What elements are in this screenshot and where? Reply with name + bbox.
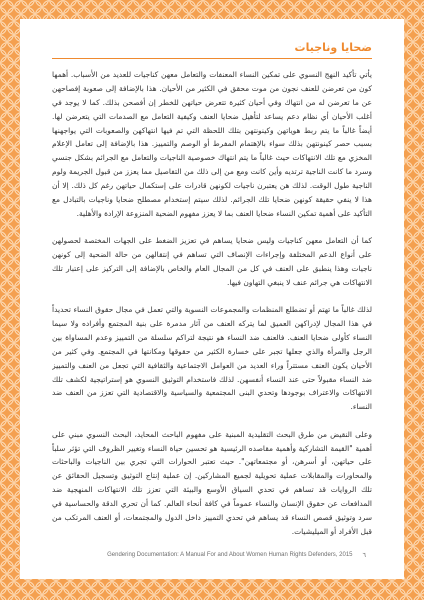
title-underline-rule — [52, 58, 372, 59]
section-heading — [52, 38, 372, 57]
body-paragraph-3: لذلك غالباً ما تهتم أو تضطلع المنظمات والمجموعات النسوية والتي تعمل في مجال حقوق النساء تحديداً في هذا المجال لإدراكهن العميق لما يتركه العنف من آثار مدمرة على بنية المجتمع وأفراده ولا سيما النساء كأولى ضحايا العنف. فالعنف ضد النساء هو نتيجة لتراكم سلسلة من التمييز وعدم المساواة بين الرجل والمرأة والذي جعلها تجبر على خسارة الكثير من حقوقها ومكانتها في المجتمع. وفي كثير من الأحيان يكون العنف مستتراً وراء العديد من العوامل الاجتماعية والثقافية التي تجعل من العنف والتمييز ضد النساء مقبولاً حتى عند النساء أنفسهن. لذلك فاستخدام التوثيق النسوي هو إستراتيجية لكشف تلك الانتهاكات والاعتراف بوجودها وتحدي البنى المجتمعية والسياسية والاقتصادية التي تعزز من العنف ضد النساء. — [52, 305, 372, 412]
body-paragraph-2: كما أن التعامل معهن كناجيات وليس ضحايا يساهم في تعزيز الضغط على الجهات المختصة لحصولهن على أنواع الدعم المختلفة وإجراءات الإنصاف التي تساهم في إنتقالهن من حالة الضحية إلى كونهن ناجيات وهذا ينطبق على العنف في كل من المجال العام والخاص بالإضافة إلى التركيز على إعتبار تلك الانتهاكات هي جرائم عنف لا ينبغي التهاون فيها. — [52, 236, 372, 287]
body-paragraph-4: وعلى النقيض من طرق البحث التقليدية المبنية على مفهوم الباحث المحايد، البحث النسوي مبني على أهمية "القيمة التشاركية وأهمية مقاصده الرئيسية هو تحسين حياة النساء وتغيير الظروف التي تؤثر سلباً على حياتهن، أو أسرهن، أو مجتمعاتهن". حيث تعتبر الحوارات التي تجري بين الناجيات والباحثات والمحاورات والمقابلات عملية تحويلية لجميع المشاركين. إن عملية إنتاج التوثيق وتسجيل الحقائق عن تلك الروايات قد تساهم في تحدي السياق الأوسع والبيئة التي تعزز تلك الانتهاكات المنهجية ضد المدافعات عن حقوق الإنسان والنساء عموماً في كافة أنحاء العالم. كما أن تحري الدقة والحساسية في سرد وتوثيق قصص النساء قد يساهم في تحدي التمييز داخل الدول والمجتمعات، أو العنف المرتكب من قبل الأفراد أو الميليشيات. — [52, 429, 372, 536]
footer-publication-title: Gendering Documentation: A Manual For and About Women Human Rights Defenders, 2015 — [107, 552, 353, 558]
body-text — [52, 68, 372, 542]
page-number: ٦ — [362, 551, 366, 559]
page-footer — [107, 551, 366, 559]
body-paragraph-1: يأتي تأكيد النهج النسوي على تمكين النساء المعنفات والتعامل معهن كناجيات للعديد من الأسباب. أهمها كون من تعرضن للعنف نجون من موت محقق في الكثير من الأحيان. هذا بالإضافة إلى صعوبة إفصاحهن عن ما تعرضن له من انتهاك وفي أحيان كثيرة تتعرض حياتهن للخطر إن أفصحن بذلك. كما لا يوجد في أغلب الأحيان أي نظام دعم يساعد لتأهيل ضحايا العنف وكيفية التعامل مع الصدمات التي يتعرضن لها. أيضاً غالباً ما يتم ربط هوياتهن وكينونتهن بتلك اللحظة التي تم فيها انتهاكهن والصعوبات التي يواجهنها بسبب حصر كينونتهن بذلك سواء بالإهتمام المفرط أو الوصم والتمييز. هذا بالإضافة إلى تعامل الإعلام المخزي مع تلك الانتهاكات حيث غالباً ما يتم انتهاك خصوصية الناجيات والتعامل مع الجرائم بشكل جنسي وسرد ما كانت الناجية ترتديه وأين كانت ومع من إلى ذلك من التفاصيل مما يعزز من قبول الجريمة ولوم الناجية طول الوقت. لذلك هن يعتبرن ناجيات لكونهن قادرات على إستكمال حياتهن رغم كل ذلك. إلا أن هذا لا ينفي حقيقة كونهن ضحايا تلك الجرائم. لذلك سيتم إستخدام مصطلح ضحايا وناجيات بالتبادل مع التأكيد على أهمية تمكين النساء ضحايا العنف بما لا يعزز مفهوم الضحية المنزوعة الإرادة والأهلية. — [52, 70, 372, 218]
section-title: ضحايا وناجيات — [294, 41, 372, 54]
